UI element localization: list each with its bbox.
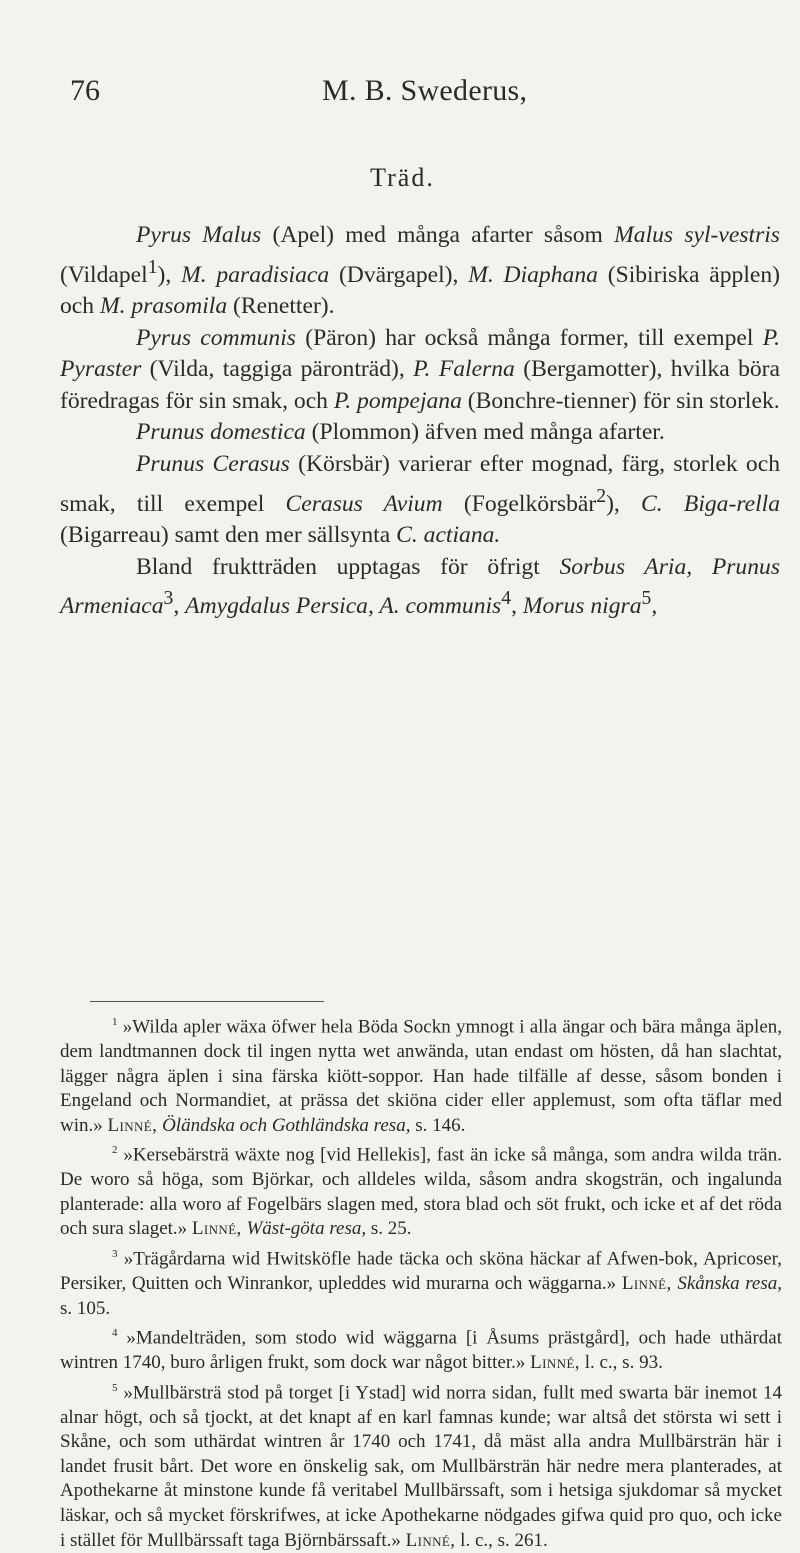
page-header	[30, 74, 775, 114]
section-title: Träd.	[370, 163, 435, 192]
footnote-mark: 4	[112, 1327, 118, 1340]
text-segment: s. 25.	[366, 1218, 412, 1240]
footnotes	[60, 1010, 782, 1553]
footnote-ref: 3	[163, 587, 174, 610]
italic-text: C. actiana.	[396, 522, 501, 549]
italic-text: Skånska resa,	[677, 1272, 783, 1294]
italic-text: Morus nigra	[522, 593, 642, 620]
italic-text: Pyrus communis	[136, 324, 296, 351]
italic-text: Pyrus Malus	[136, 222, 262, 248]
text-segment: (Sibiriska äpplen) och	[60, 261, 781, 320]
text-segment: »Mullbärsträ stod på torget [i Ystad] wid norra sidan, fullt med swarta bär inemot 14 alnar högt, och så tjockt, at det knapt af en karl famnas kunde; war altså det största wi sett i Skåne, och som uthärdat wintren år 1740 och 1741, då mäst alla andra Mullbärsträn här i landet frusit bårt. Det wore en önskelig sak, om Mullbärsträn här nedre mera planterades, at Apothekarne åt minstone kunde få veritabel Mullbärssaft, som i hetsiga sjukdomar så mycket läskar, och så mycket förskrifwes, at icke Apothekarne nödgades gifwa quid pro quo, och icke i stället för Mullbärssaft taga Björnbärssaft.»	[60, 1381, 783, 1551]
text-segment: »Wilda apler wäxa öfwer hela Böda Sockn ymnogt i alla ängar och bära många äplen, dem landtmannen dock til ingen nytta wet anwända, utan endast om hösten, då han slachtat, lägger några äplen i sina färska kiött-soppor. Han hade tilfälle af desse, såsom bonden i Engeland och Normandiet, at prässa det skiöna cider eller applemust, som ofta täflar med win.»	[60, 1016, 783, 1136]
text-segment: (Bonchre-tienner) för sin storlek.	[461, 387, 780, 414]
text-segment: (Bigarreau) samt den mer sällsynta	[60, 522, 397, 549]
text-segment: ,	[173, 593, 186, 620]
text-segment: ,	[511, 593, 523, 620]
text-segment: Linné,	[191, 1218, 242, 1240]
text-segment: (Dvärgapel),	[329, 261, 469, 288]
text-segment: Linné,	[530, 1352, 580, 1374]
main-text	[60, 220, 780, 623]
footnote	[60, 1242, 782, 1321]
italic-text: Amygdalus Persica, A. communis	[185, 593, 502, 620]
text-segment: Linné,	[107, 1114, 158, 1136]
text-segment: s. 105.	[60, 1297, 111, 1319]
italic-text: Prunus Cerasus	[136, 451, 290, 478]
footnote-rule	[90, 1001, 324, 1002]
italic-text: M. paradisiaca	[181, 261, 330, 288]
italic-text: Prunus domestica	[136, 419, 306, 446]
text-segment: »Trägårdarna wid Hwitsköfle hade täcka och sköna häckar af Afwen-bok, Apricoser, Persiker, Quitten och Winrankor, upleddes wid murarna och wäggarna.»	[60, 1248, 782, 1294]
text-segment: ),	[606, 490, 642, 517]
paragraph	[60, 449, 780, 552]
text-segment: Bland fruktträden upptagas för öfrigt	[136, 553, 560, 580]
italic-text: M. Diaphana	[468, 261, 598, 288]
footnote-ref: 1	[147, 255, 158, 278]
footnote-ref: 4	[501, 587, 512, 610]
page-number: 76	[70, 74, 100, 107]
italic-text: C. Biga-rella	[641, 490, 781, 517]
text-segment: (Körsbär) varierar efter mognad, färg, storlek och smak, till exempel	[60, 451, 780, 517]
italic-text: P. Falerna	[413, 356, 515, 383]
text-segment: l. c., s. 93.	[579, 1352, 663, 1374]
footnote	[60, 1010, 782, 1138]
italic-text: P. pompejana	[333, 387, 462, 414]
text-segment: (Renetter).	[227, 293, 335, 320]
text-segment: (Bergamotter), hvilka böra föredragas för sin smak, och	[60, 356, 781, 414]
text-segment: ,	[651, 593, 658, 620]
footnote-ref: 5	[641, 587, 652, 610]
italic-text: M. prasomila	[99, 293, 228, 320]
italic-text: Öländska och Gothländska resa,	[162, 1114, 411, 1136]
text-segment: (Vilda, taggiga päronträd),	[141, 356, 414, 383]
footnote-mark: 2	[112, 1144, 118, 1157]
text-segment: (Päron) har också många former, till exempel	[295, 324, 763, 351]
footnote	[60, 1376, 782, 1553]
text-segment: Linné,	[621, 1272, 672, 1294]
text-segment: (Vildapel	[60, 261, 148, 288]
text-segment: »Mandelträden, som stodo wid wäggarna [i Åsums prästgård], och hade uthärdat wintren 1740, buro årligen frukt, som dock war något bitter.»	[60, 1327, 783, 1374]
footnote-mark: 3	[112, 1248, 118, 1260]
italic-text: P. Pyraster	[60, 324, 780, 383]
paragraph	[60, 220, 780, 323]
text-segment: s. 146.	[410, 1114, 466, 1136]
italic-text: Malus syl-vestris	[614, 222, 780, 248]
footnote-mark: 1	[112, 1016, 118, 1028]
text-segment: ),	[157, 261, 182, 288]
text-segment: Linné,	[405, 1529, 456, 1551]
paragraph	[60, 323, 780, 418]
paragraph	[60, 417, 780, 449]
text-segment: (Fogelkörsbär	[442, 490, 597, 517]
paragraph	[60, 552, 780, 623]
text-segment: (Apel) med många afarter såsom	[261, 222, 615, 248]
footnote	[60, 1321, 782, 1376]
italic-text: Sorbus Aria, Prunus Armeniaca	[60, 553, 780, 620]
italic-text: Cerasus Avium	[285, 490, 443, 517]
text-segment: »Kersebärsträ wäxte nog [vid Hellekis], fast än icke så många, som andra wilda trän. De woro så höga, som Björkar, och alldeles wilda, såsom andra skogsträn, och ingalunda planterade: alla woro af Fogelbärs slagen med, stora blad och söt frukt, och icke et af det röda och sura slaget.»	[60, 1144, 782, 1240]
text-segment: l. c., s. 261.	[455, 1529, 548, 1551]
running-title: M. B. Swederus,	[322, 74, 528, 107]
text-segment: (Plommon) äfven med många afarter.	[305, 419, 665, 446]
italic-text: Wäst-göta resa,	[246, 1218, 367, 1240]
footnote	[60, 1138, 782, 1242]
footnote-mark: 5	[112, 1381, 118, 1394]
footnote-ref: 2	[596, 484, 607, 507]
